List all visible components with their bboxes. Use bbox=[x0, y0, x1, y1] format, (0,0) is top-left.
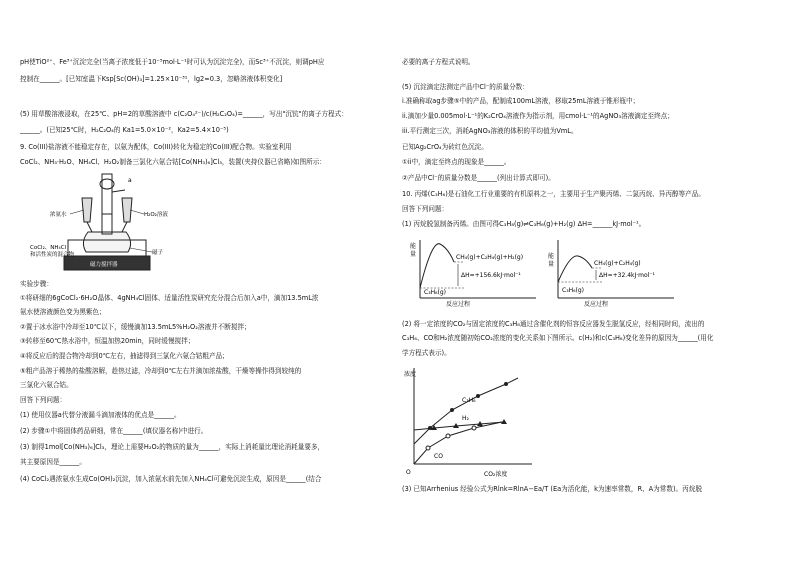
text-line: ②置于冰水浴中冷却至10℃以下，缓慢滴加13.5mL5%H₂O₂溶液并不断搅拌； bbox=[20, 323, 251, 331]
label-stirrer: 磁力搅拌器 bbox=[90, 262, 118, 268]
series-c3h6-label: C₃H₆ bbox=[462, 397, 476, 404]
text-line: 9. Co(III)盐溶液不能稳定存在，以氨为配体，Co(III)转化为稳定的Co(III)配合物。实验室利用 bbox=[20, 143, 292, 151]
text-line: ii.滴加少量0.005mol·L⁻¹的K₂CrO₄溶液作为指示剂，用cmol·L⁻¹的AgNO₃溶液滴定至终点； bbox=[402, 112, 674, 120]
text-line: (5) 用草酸溶液浸取，在25℃、pH=2的草酸溶液中 c(C₂O₄²⁻)/c(H₂C₂O₄)=______，写出"沉钪"的离子方程式： bbox=[20, 110, 348, 118]
text-line: pH使TiO²⁺、Fe³⁺沉淀完全(当离子浓度低于10⁻⁵mol·L⁻¹时可认为沉淀完全)，而Sc³⁺不沉淀，则调pH应 bbox=[20, 58, 325, 66]
text-line: ①ii中，滴定至终点的现象是______。 bbox=[402, 158, 511, 166]
concentration-chart bbox=[404, 364, 544, 484]
y-label-2: 量 bbox=[410, 251, 417, 258]
text-line: (2) 将一定浓度的CO₂与固定浓度的C₃H₈通过含催化剂的恒容反应器发生脱氢反应，经相同时间，流出的 bbox=[402, 320, 705, 328]
text-line: ④将反应后的混合物冷却到0℃左右，抽滤得到三氯化六氨合钴粗产品； bbox=[20, 352, 229, 360]
product-label: CH₄(g)+C₂H₄(g)+H₂(g) bbox=[456, 254, 524, 261]
text-line: 10. 丙烯(C₃H₆)是石油化工行业重要的有机原料之一，主要用于生产聚丙烯、二氯丙烷、异丙醇等产品。 bbox=[402, 190, 705, 198]
text-line: ③转移至60℃热水浴中，恒温加热20min，同时缓慢搅拌； bbox=[20, 337, 195, 345]
text-line: 学方程式表示)。 bbox=[402, 349, 451, 357]
text-line: ______。(已知25℃时，H₂C₂O₄的 Ka1=5.0×10⁻²，Ka2=5.4×10⁻⁵) bbox=[20, 126, 229, 134]
reactant-label: C₃H₈(g) bbox=[424, 289, 447, 296]
text-line: iii.平行测定三次，消耗AgNO₃溶液的体积的平均值为VmL。 bbox=[402, 127, 578, 135]
label-a: a bbox=[128, 177, 132, 184]
label-mixture-1: CoCl₂、NH₄Cl bbox=[30, 245, 67, 251]
text-line: 控制在______。[已知室温下Ksp[Sc(OH)₃]=1.25×10⁻³¹，lg2≈0.3，忽略溶液体积变化] bbox=[20, 75, 283, 83]
energy-diagram-1 bbox=[406, 234, 556, 310]
label-ammonia: 浓氨水 bbox=[50, 212, 67, 218]
x-axis-label: CO₂浓度 bbox=[484, 471, 508, 478]
text-line: (2) 步骤①中将固体药品研细，常在______(填仪器名称)中进行。 bbox=[20, 427, 208, 435]
text-line: ⑤粗产品溶于稀热的盐酸溶解，趁热过滤，冷却到0℃左右并滴加浓盐酸，干燥等操作得到较纯的 bbox=[20, 367, 302, 375]
label-h2o2: H₂O₂溶液 bbox=[144, 212, 168, 218]
text-line: (3) 已知Arrhenius 经验公式为Rlnk=RlnA−Ea/T (Ea为活化能，k为速率常数，R、A为常数)。丙烷脱 bbox=[402, 485, 702, 493]
text-line: (1) 使用仪器a代替分液漏斗滴加液体的优点是______。 bbox=[20, 411, 181, 419]
text-line: 必要的离子方程式说明。 bbox=[402, 58, 475, 66]
delta-h-label: ΔH=+156.6kJ·mol⁻¹ bbox=[461, 272, 521, 279]
reactant-label: C₃H₆(g) bbox=[562, 287, 585, 294]
origin-label: O bbox=[406, 469, 411, 476]
text-line: 氨水使溶液颜色变为黑紫色； bbox=[20, 308, 106, 316]
y-label-2: 量 bbox=[548, 261, 555, 268]
text-line: (3) 制得1mol[Co(NH₃)₆]Cl₃，理论上需要H₂O₂的物质的量为______，实际上消耗量比理论消耗量要多， bbox=[20, 443, 325, 451]
text-line: (4) CoCl₂遇浓氨水生成Co(OH)₂沉淀，加入浓氨水前先加入NH₄Cl可避免沉淀生成，原因是______(结合 bbox=[20, 475, 322, 483]
text-line: 回答下列问题： bbox=[20, 396, 67, 404]
series-co-label: CO bbox=[434, 453, 443, 460]
text-line: 实验步骤： bbox=[20, 280, 53, 288]
x-label: 反应过程 bbox=[446, 301, 471, 308]
x-label: 反应过程 bbox=[584, 301, 609, 308]
label-stir-bar: 磁子 bbox=[152, 250, 164, 256]
product-label: CH₄(g)+C₂H₄(g) bbox=[594, 260, 641, 267]
text-line: 已知Ag₂CrO₄为砖红色沉淀。 bbox=[402, 143, 488, 151]
y-label-1: 能 bbox=[548, 253, 555, 260]
series-h2-label: H₂ bbox=[462, 415, 469, 422]
text-line: ①将研细的6gCoCl₂·6H₂O晶体、4gNH₄Cl固体、适量活性炭研究充分混合后加入a中，滴加13.5mL浓 bbox=[20, 294, 319, 302]
y-label-1: 能 bbox=[410, 243, 417, 250]
delta-h-label: ΔH=+32.4kJ·mol⁻¹ bbox=[599, 272, 655, 279]
text-line: CoCl₂、NH₃·H₂O、NH₄Cl、H₂O₂制备三氯化六氨合钴[Co(NH₃)₆]Cl₃，装置(夹持仪器已省略)如图所示： bbox=[20, 158, 326, 166]
text-line: C₃H₆、CO和H₂浓度随初始CO₂浓度的变化关系如下图所示。c(H₂)和c(C₃H₆)变化差异的原因为______(用化 bbox=[402, 334, 714, 342]
text-line: ②产品中Cl⁻的质量分数是______(列出计算式即可)。 bbox=[402, 174, 555, 182]
text-line: i.准确称取ag步骤⑤中的产品，配制成100mL溶液，移取25mL溶液于锥形瓶中； bbox=[402, 97, 640, 105]
y-axis-label: 浓度 bbox=[404, 371, 417, 378]
apparatus-figure bbox=[30, 170, 180, 276]
text-line: 回答下列问题： bbox=[402, 205, 449, 213]
text-line: 三氯化六氨合钴。 bbox=[20, 381, 73, 389]
text-line: 其主要原因是______。 bbox=[20, 458, 86, 466]
text-line: (5) 沉淀滴定法测定产品中Cl⁻的质量分数： bbox=[402, 83, 529, 91]
label-mixture-2: 和活性炭的混合物 bbox=[30, 252, 75, 258]
energy-diagram-2 bbox=[544, 234, 694, 310]
text-line: (1) 丙烷脱氢制备丙烯。由图可得C₃H₈(g)⇌C₃H₆(g)+H₂(g) ΔH=______kJ·mol⁻¹。 bbox=[402, 220, 646, 228]
